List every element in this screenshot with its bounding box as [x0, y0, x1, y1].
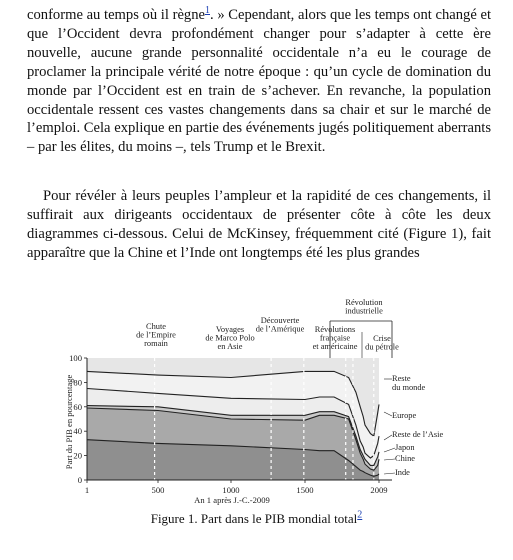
x-tick-label-2009: 2009 — [370, 485, 388, 495]
y-tick-label-0: 0 — [77, 475, 82, 485]
x-tick-label-1500: 1500 — [296, 485, 314, 495]
event-label-2-line-0: Découverte — [260, 316, 300, 325]
x-axis-label: An 1 après J.-C.-2009 — [194, 495, 270, 505]
paragraph-1 — [27, 6, 491, 157]
legend-leader-4 — [384, 459, 395, 460]
event-label-1-line-0: Voyages — [215, 325, 245, 334]
legend-label-2: Reste de l’Asie — [392, 430, 444, 439]
figure-caption — [0, 511, 513, 527]
y-tick-label-80: 80 — [73, 377, 82, 388]
event-label-5-line-0: Crise — [373, 334, 391, 343]
event-label-0-line-0: Chute — [145, 322, 167, 331]
legend-leader-5 — [384, 473, 395, 474]
legend-label-3: Japon — [395, 443, 415, 452]
figure — [0, 292, 513, 524]
event-label-1-line-2: en Asie — [217, 342, 243, 351]
footnote-ref-2[interactable]: 2 — [357, 509, 363, 521]
event-label-1-line-1: de Marco Polo — [205, 333, 255, 343]
event-label-4-line-0: Révolution — [345, 298, 383, 307]
event-label-0-line-1: de l’Empire — [136, 330, 176, 340]
paragraph-2: Pour révéler à leurs peuples l’ampleur et la rapidité de ces changements, il suffirait aux dirigeants occidentaux de présenter côte à côte les deux diagrammes ci-dessous. Celui de McKinsey, fréquemment cité (Figure 1), fait apparaître que la Chine et l’Inde ont longtemps été les plus grandes — [27, 188, 491, 261]
event-label-3-line-1: française — [319, 333, 351, 343]
x-tick-label-1000: 1000 — [222, 485, 240, 495]
y-tick-label-60: 60 — [73, 401, 82, 412]
y-tick-label-20: 20 — [73, 450, 82, 461]
footnote-ref-1[interactable]: 1 — [205, 5, 210, 17]
x-tick-label-1: 1 — [84, 485, 90, 495]
legend-label-4: Chine — [395, 454, 416, 463]
y-tick-label-40: 40 — [73, 426, 82, 437]
gdp-share-chart — [0, 292, 513, 524]
y-axis-label: Part du PIB en pourcentage — [64, 374, 74, 470]
event-label-3-line-2: et américaine — [312, 342, 358, 351]
legend-label-0-line-0: Reste — [392, 374, 411, 383]
legend-label-0-line-1: du monde — [392, 383, 426, 392]
legend-label-1: Europe — [392, 411, 417, 420]
y-tick-label-100: 100 — [69, 353, 82, 363]
legend-label-5: Inde — [395, 468, 410, 477]
legend-label-0 — [392, 374, 426, 392]
x-tick-label-500: 500 — [151, 485, 165, 495]
paragraph-1-text-b: . » Cependant, alors que les temps ont changé et que l’Occident devra profondément changer pour s’adapter à cette ère nouvelle, aucune grande personnalité occidentale n’a eu le courage de proclamer la principale vérité de notre époque : qu’un cycle de domination du monde par l’Occident est en train de s’achever. En revanche, la population occidentale ressent ces vastes changements dans sa chair et sur le marché de l’emploi. Cela explique en partie des événements jugés politiquement aberrants – par les élites, du moins –, tels Trump et le Brexit. — [27, 7, 492, 156]
legend-leader-1 — [384, 412, 392, 416]
paragraph-1-text-a: conforme au temps où il règne — [27, 7, 205, 23]
legend-leader-3 — [384, 448, 395, 452]
event-label-4-line-1: industrielle — [345, 306, 383, 316]
legend-leader-2 — [384, 435, 392, 440]
event-label-2-line-1: de l’Amérique — [255, 324, 305, 334]
event-label-3-line-0: Révolutions — [314, 325, 356, 334]
caption-text: Figure 1. Part dans le PIB mondial total — [150, 511, 358, 526]
event-label-0-line-2: romain — [144, 339, 168, 348]
event-label-5-line-1: du pétrole — [365, 342, 399, 352]
